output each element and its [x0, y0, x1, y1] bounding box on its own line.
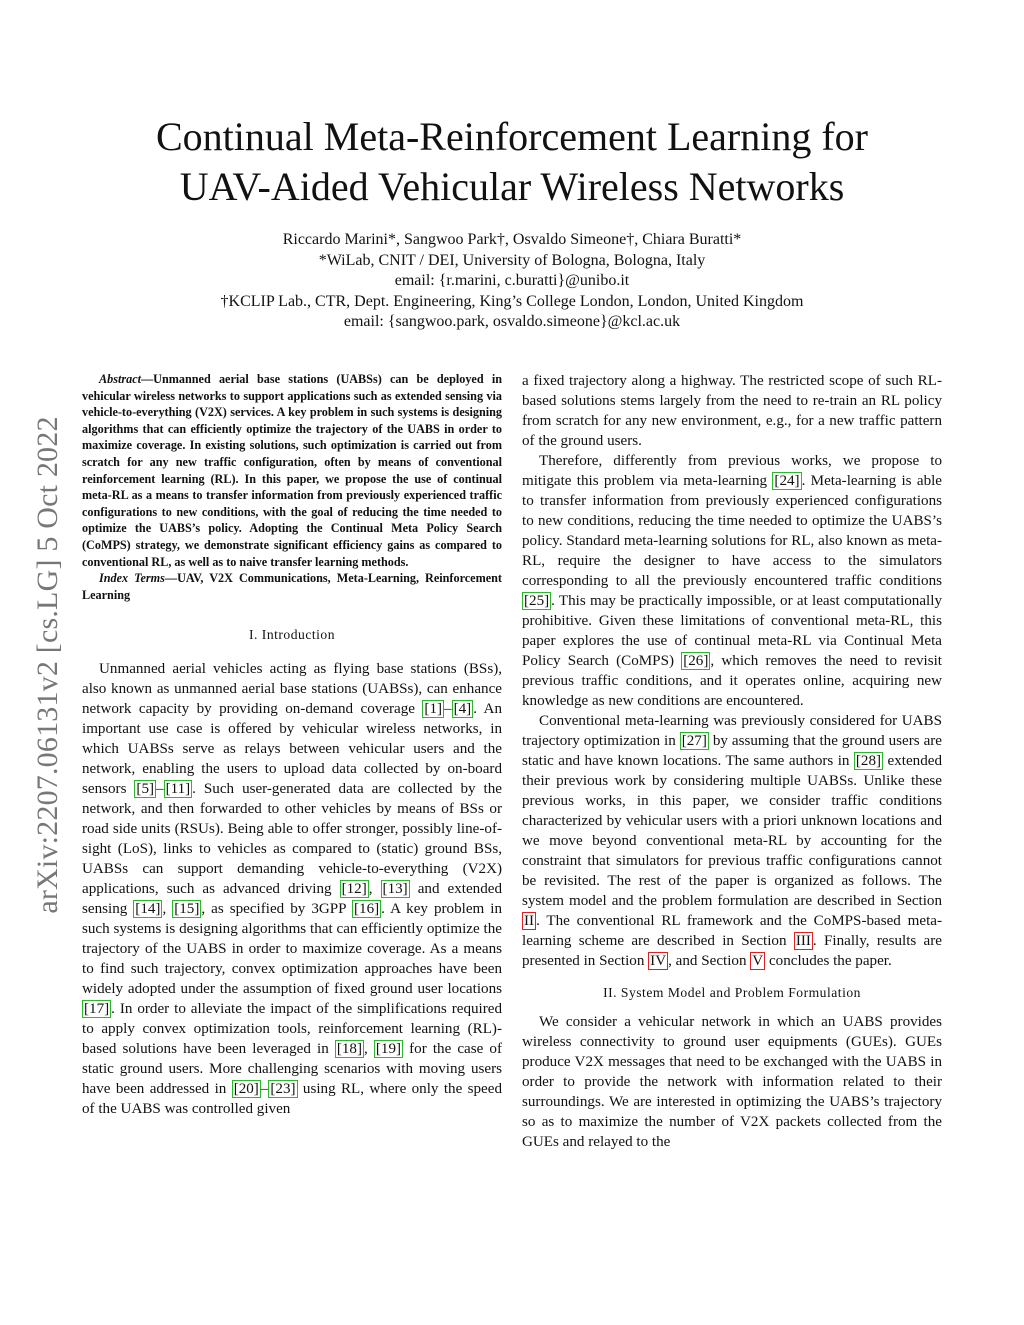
section-heading-introduction: I. Introduction	[248, 627, 336, 643]
citation-link[interactable]: [17]	[84, 1001, 110, 1018]
citation-link[interactable]: [19]	[375, 1041, 402, 1058]
right-column	[522, 371, 942, 1152]
citation-link[interactable]: [24]	[774, 473, 800, 489]
citation-link[interactable]: [13]	[382, 881, 408, 898]
section-heading-system-model: II. System Model and Problem Formulation	[603, 985, 861, 1000]
email-2: email: {sangwoo.park, osvaldo.simeone}@kcl.ac.uk	[343, 313, 681, 330]
citation-link[interactable]: [26]	[683, 653, 709, 669]
abstract-text: —Unmanned aerial base stations (UABSs) can be deployed in vehicular wireless networks to support applications such as extended sensing via vehicle-to-everything (V2X) services. A key problem in such systems is designing algorithms that can efficiently optimize the trajectory of the UABS in order to maximize coverage. In existing solutions, such optimization is carried out from scratch for any new traffic configuration, often by means of conventional reinforcement learning (RL). In this paper, we propose the use of continual meta-RL as a means to transfer information from previously experienced traffic configurations to new conditions, with the goal of reducing the time needed to optimize the UABS’s policy. Adopting the Continual Meta Policy Search (CoMPS) strategy, we demonstrate significant efficiency gains as compared to conventional RL, as well as to naive transfer learning methods.	[82, 372, 502, 569]
citation-link[interactable]: [20]	[233, 1081, 259, 1098]
index-terms-label: Index Terms	[99, 571, 165, 586]
section-reference-link[interactable]: IV	[650, 953, 667, 969]
paragraph-system-model: We consider a vehicular network in which an UABS provides wireless connectivity to ground user equipments (GUEs). GUEs produce V2X messages that need to be exchanged with the UABS in order to provide the network with information related to their surroundings. We are interested in optimizing the UABS’s trajectory so as to maximize the number of V2X packets collected from the GUEs and relayed to the	[522, 1014, 942, 1150]
citation-link[interactable]: [1]	[424, 701, 443, 718]
citation-link[interactable]: [12]	[341, 881, 367, 898]
author-names: Riccardo Marini*, Sangwoo Park†, Osvaldo Simeone†, Chiara Buratti*	[282, 231, 742, 248]
paper-title	[80, 112, 944, 212]
citation-link[interactable]: [14]	[135, 901, 161, 918]
title-line-1: Continual Meta-Reinforcement Learning for	[156, 114, 868, 159]
title-line-2: UAV-Aided Vehicular Wireless Networks	[179, 164, 845, 209]
citation-link[interactable]: [23]	[270, 1081, 296, 1098]
author-block	[80, 230, 944, 333]
left-column	[82, 371, 502, 1119]
abstract	[82, 371, 502, 570]
citation-link[interactable]: [11]	[165, 781, 191, 798]
citation-link[interactable]: [25]	[524, 593, 550, 609]
affiliation-2: †KCLIP Lab., CTR, Dept. Engineering, King’s College London, London, United Kingdom	[220, 292, 804, 310]
arxiv-sidebar	[33, 370, 63, 960]
paragraph-conventional-meta-learning: Conventional meta-learning was previously considered for UABS trajectory optimization in [27] by assuming that the ground users are static and have known locations. The same authors in [28] extended their previous work by considering multiple UABSs. Unlike these previous works, in this paper, we consider traffic conditions characterized by vehicular users with a priori unknown locations and we move beyond conventional meta-RL by accounting for the constraint that simulators for previous traffic configurations cannot be revisited. The rest of the paper is organized as follows. The system model and the problem formulation are described in Section II . The conventional RL framework and the CoMPS-based meta-learning scheme are described in Section III . Finally, results are presented in Section IV , and Section V concludes the paper.	[522, 713, 942, 969]
citation-link[interactable]: [28]	[855, 753, 882, 769]
section-reference-link[interactable]: V	[752, 953, 764, 969]
citation-link[interactable]: [27]	[681, 733, 707, 749]
affiliation-1: *WiLab, CNIT / DEI, University of Bologna, Bologna, Italy	[318, 251, 706, 269]
index-terms	[82, 570, 502, 603]
intro-paragraph: Unmanned aerial vehicles acting as flying base stations (BSs), also known as unmanned aerial base stations (UABSs), can enhance network capacity by providing on-demand coverage [1] – [4] . An important use case is offered by vehicular wireless networks, in which UABSs serve as relays between vehicular users and the network, enabling the users to upload data collected by on-board sensors [5] – [11] . Such user-generated data are collected by the network, and then forwarded to other vehicles by means of BSs or road side units (RSUs). Being able to offer stronger, possibly line-of-sight (LoS), links to vehicles as compared to (static) ground BSs, UABSs can support demanding vehicle-to-everything (V2X) applications, such as advanced driving [12] , [13] and extended sensing [14] , [15] , as specified by 3GPP [16] . A key problem in such systems is designing algorithms that can efficiently optimize the trajectory of the UABS in order to maximize coverage. As a means to find such trajectory, convex optimization approaches have been widely adopted under the assumption of fixed ground user locations [17] . In order to alleviate the impact of the simplifications required to apply convex optimization tools, reinforcement learning (RL)-based solutions have been leveraged in [18] , [19] for the case of static ground users. More challenging scenarios with moving users have been addressed in [20] – [23] using RL, where only the speed of the UABS was controlled given	[82, 661, 503, 1118]
citation-link[interactable]: [15]	[174, 901, 200, 918]
citation-link[interactable]: [4]	[453, 701, 472, 718]
citation-link[interactable]: [18]	[336, 1041, 362, 1058]
abstract-label: Abstract	[99, 372, 141, 386]
section-reference-link[interactable]: III	[795, 933, 811, 949]
paragraph-continued: a fixed trajectory along a highway. The restricted scope of such RL-based solutions stems largely from the need to re-train an RL policy from scratch for any new environment, e.g., for a new traffic pattern of the ground users.	[522, 373, 942, 449]
paragraph-meta-learning: Therefore, differently from previous works, we propose to mitigate this problem via meta-learning [24] . Meta-learning is able to transfer information from previously experienced configurations to new conditions, reducing the time needed to optimize the UABS’s policy. Standard meta-learning solutions for RL, also known as meta-RL, require the designer to have access to the simulators corresponding to all the previously encountered traffic conditions [25] . This may be practically impossible, or at least computationally prohibitive. Given these limitations of conventional meta-RL, this paper explores the use of continual meta-RL via Continual Meta Policy Search (CoMPS) [26] , which removes the need to revisit previous traffic conditions, and it operates online, acquiring new knowledge as new conditions are encountered.	[522, 453, 943, 709]
section-reference-link[interactable]: II	[524, 913, 535, 929]
citation-link[interactable]: [16]	[354, 901, 380, 918]
index-terms-text: —UAV, V2X Communications, Meta-Learning, Reinforcement Learning	[82, 571, 502, 602]
arxiv-identifier: arXiv:2207.06131v2 [cs.LG] 5 Oct 2022	[31, 416, 64, 914]
email-1: email: {r.marini, c.buratti}@unibo.it	[394, 272, 630, 289]
citation-link[interactable]: [5]	[136, 781, 155, 798]
